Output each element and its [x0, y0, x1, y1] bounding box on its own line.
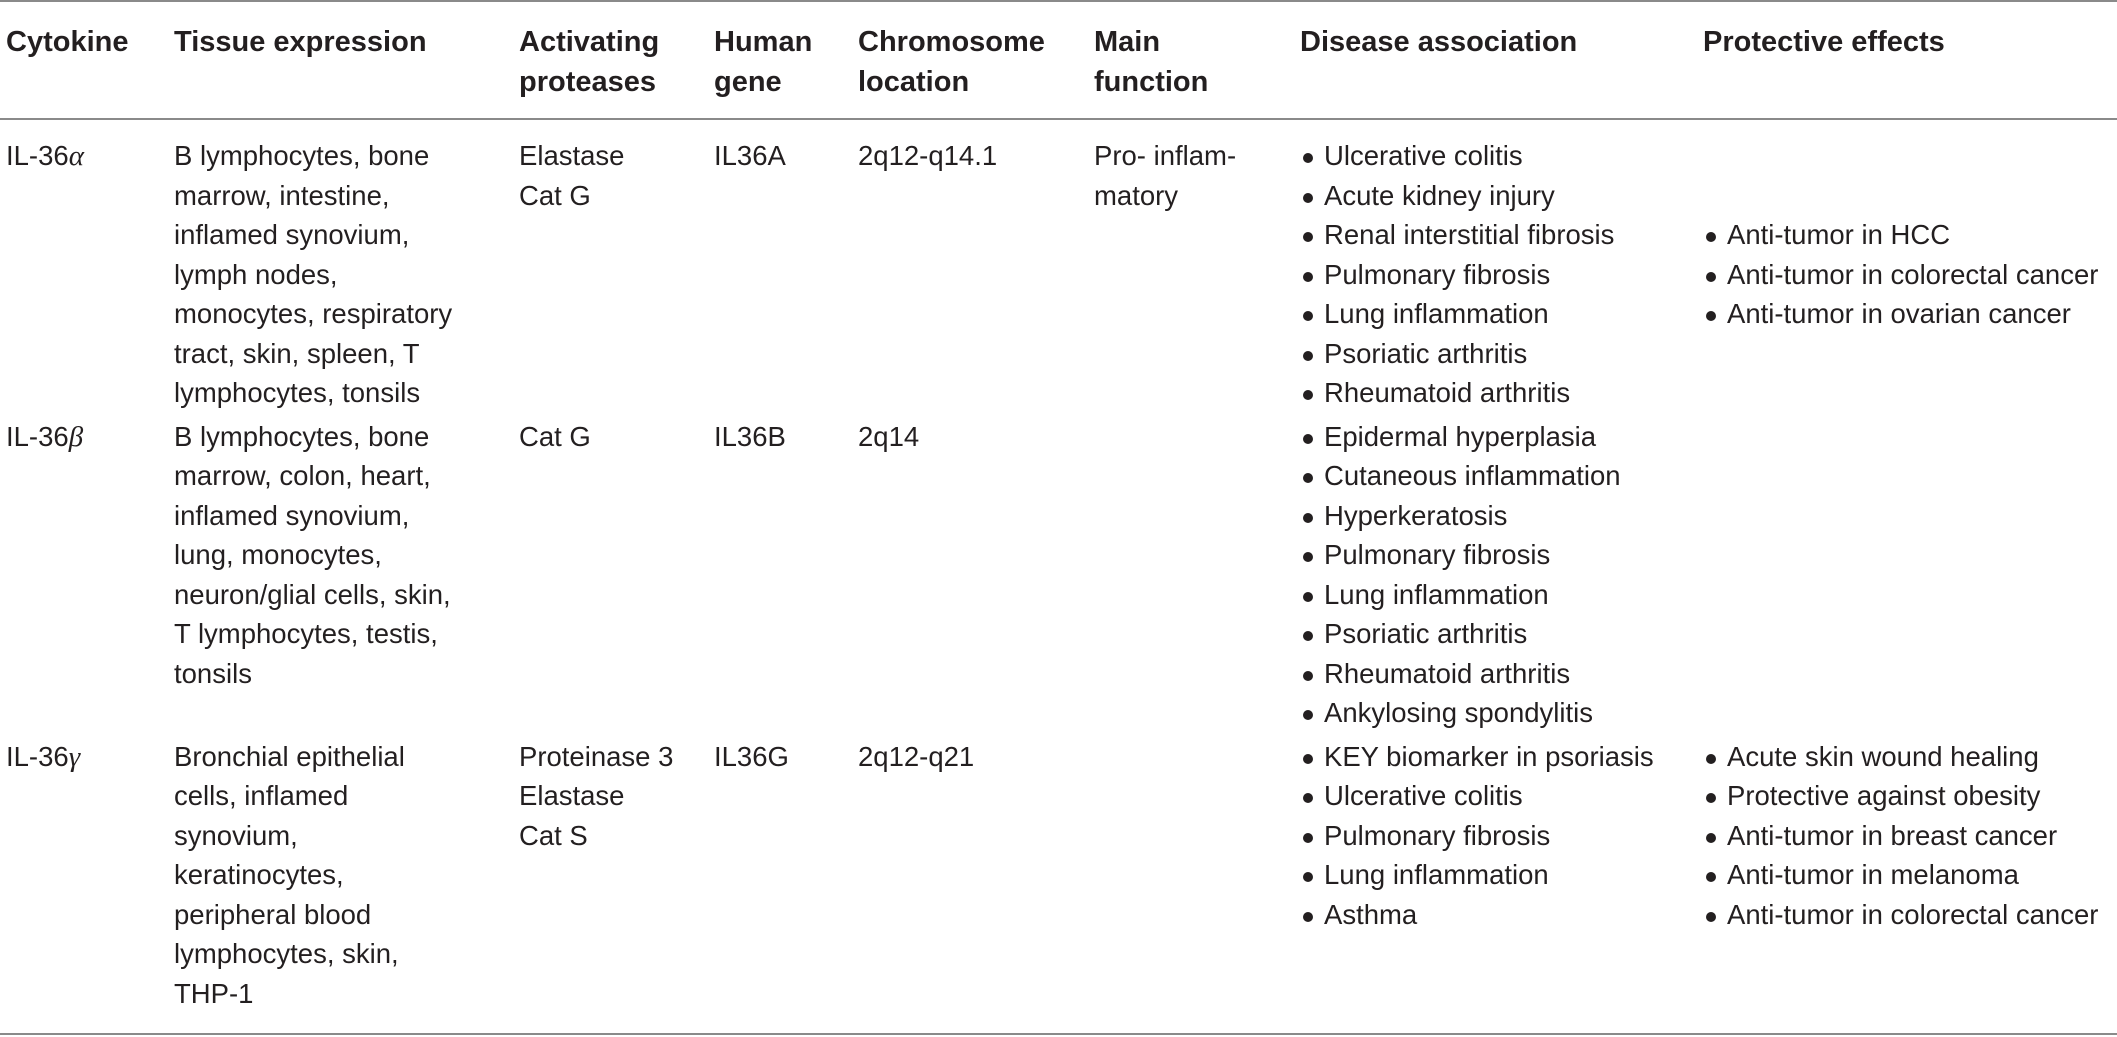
function-line: matory: [1094, 179, 1179, 211]
disease-item: Rheumatoid arthritis: [1300, 373, 1703, 413]
header-line: gene: [714, 66, 782, 98]
gene-name: IL36B: [714, 420, 786, 452]
cell-main-function: [1094, 415, 1300, 735]
protective-item: Anti-tumor in HCC: [1703, 215, 2117, 255]
header-line: Cytokine: [6, 26, 129, 58]
protease-item: Cat S: [519, 819, 588, 851]
header-line: Chromosome: [858, 26, 1045, 58]
header-main-function: [1094, 1, 1300, 119]
protective-item: Anti-tumor in breast cancer: [1703, 816, 2117, 856]
table-row-il36-beta: [0, 415, 2117, 735]
cell-tissue-expression: [174, 119, 519, 415]
tissue-line: neuron/glial cells, skin,: [174, 578, 451, 610]
disease-list: [1300, 136, 1703, 413]
tissue-line: lymphocytes, skin,: [174, 938, 399, 969]
cytokine-name: IL-36: [6, 140, 69, 171]
tissue-line: peripheral blood: [174, 898, 372, 930]
header-line: Main: [1094, 26, 1161, 58]
cell-disease-association: [1300, 119, 1703, 415]
gene-name: IL36A: [714, 140, 786, 171]
cell-cytokine: [0, 119, 174, 415]
cell-disease-association: [1300, 415, 1703, 735]
header-line: Tissue expression: [174, 26, 427, 58]
disease-item: Pulmonary fibrosis: [1300, 255, 1703, 295]
header-row: [0, 1, 2117, 119]
tissue-line: inflamed synovium,: [174, 499, 410, 531]
header-chromosome-location: [858, 1, 1094, 119]
protease-item: Cat G: [519, 420, 591, 452]
protective-item: Acute skin wound healing: [1703, 737, 2117, 777]
disease-item: Epidermal hyperplasia: [1300, 417, 1703, 457]
function-line: Pro- inflam-: [1094, 140, 1237, 171]
disease-item: Psoriatic arthritis: [1300, 614, 1703, 654]
header-activating-proteases: [519, 1, 714, 119]
protective-list: [1703, 737, 2117, 935]
disease-item: Acute kidney injury: [1300, 176, 1703, 216]
disease-item: Ulcerative colitis: [1300, 136, 1703, 176]
cytokine-name: IL-36: [6, 420, 69, 452]
tissue-line: monocytes, respiratory: [174, 298, 453, 329]
tissue-line: marrow, colon, heart,: [174, 460, 431, 491]
tissue-line: marrow, intestine,: [174, 179, 390, 211]
tissue-line: tract, skin, spleen, T: [174, 337, 420, 369]
cell-tissue-expression: [174, 735, 519, 1035]
disease-item: Hyperkeratosis: [1300, 496, 1703, 536]
cell-disease-association: [1300, 735, 1703, 1035]
header-line: location: [858, 66, 970, 98]
cell-chromosome-location: [858, 415, 1094, 735]
cell-main-function: [1094, 735, 1300, 1035]
tissue-line: B lymphocytes, bone: [174, 420, 430, 452]
protective-item: Anti-tumor in colorectal cancer: [1703, 895, 2117, 935]
disease-list: [1300, 417, 1703, 733]
tissue-line: B lymphocytes, bone: [174, 140, 430, 171]
header-tissue-expression: [174, 1, 519, 119]
disease-item: Asthma: [1300, 895, 1703, 935]
header-line: Disease association: [1300, 26, 1578, 58]
protective-item: Anti-tumor in melanoma: [1703, 855, 2117, 895]
protective-item: Anti-tumor in ovarian cancer: [1703, 294, 2117, 334]
cell-protective-effects: [1703, 735, 2117, 1035]
table-header: [0, 1, 2117, 119]
cell-human-gene: [714, 735, 858, 1035]
header-protective-effects: [1703, 1, 2117, 119]
cytokine-greek-letter: α: [68, 140, 84, 172]
protease-item: Cat G: [519, 179, 591, 211]
header-line: proteases: [519, 66, 657, 98]
tissue-line: lung, monocytes,: [174, 539, 382, 570]
cell-human-gene: [714, 415, 858, 735]
disease-item: Pulmonary fibrosis: [1300, 816, 1703, 856]
header-line: Human: [714, 26, 813, 58]
protective-list: [1703, 215, 2117, 334]
cell-chromosome-location: [858, 119, 1094, 415]
protective-item: Protective against obesity: [1703, 776, 2117, 816]
cell-activating-proteases: [519, 119, 714, 415]
tissue-line: inflamed synovium,: [174, 219, 410, 250]
tissue-line: lymphocytes, tonsils: [174, 377, 421, 408]
disease-item: Cutaneous inflammation: [1300, 456, 1703, 496]
protease-item: Proteinase 3: [519, 740, 674, 772]
disease-item: Rheumatoid arthritis: [1300, 654, 1703, 694]
disease-item: Renal interstitial fibrosis: [1300, 215, 1703, 255]
tissue-line: lymph nodes,: [174, 258, 338, 290]
cytokine-greek-letter: β: [68, 420, 84, 453]
cell-protective-effects: [1703, 415, 2117, 735]
tissue-line: synovium,: [174, 819, 298, 851]
cell-activating-proteases: [519, 415, 714, 735]
header-line: Protective effects: [1703, 26, 1945, 58]
header-line: Activating: [519, 26, 660, 58]
disease-item: Psoriatic arthritis: [1300, 334, 1703, 374]
cell-chromosome-location: [858, 735, 1094, 1035]
header-human-gene: [714, 1, 858, 119]
table-body: [0, 119, 2117, 1034]
gene-name: IL36G: [714, 740, 789, 772]
protease-item: Elastase: [519, 140, 625, 171]
cell-human-gene: [714, 119, 858, 415]
protective-spacer: [1703, 136, 2117, 215]
cell-protective-effects: [1703, 119, 2117, 415]
cell-cytokine: [0, 735, 174, 1035]
cytokine-greek-letter: γ: [68, 740, 81, 773]
chromosome-location: 2q12-q14.1: [858, 140, 998, 171]
protease-item: Elastase: [519, 780, 625, 811]
cell-cytokine: [0, 415, 174, 735]
disease-list: [1300, 737, 1703, 935]
header-disease-association: [1300, 1, 1703, 119]
tissue-line: tonsils: [174, 657, 252, 689]
cytokine-name: IL-36: [6, 740, 69, 772]
disease-item: Ulcerative colitis: [1300, 776, 1703, 816]
header-cytokine: [0, 1, 174, 119]
header-line: function: [1094, 66, 1209, 98]
chromosome-location: 2q14: [858, 420, 920, 452]
protective-item: Anti-tumor in colorectal cancer: [1703, 255, 2117, 295]
disease-item: Pulmonary fibrosis: [1300, 535, 1703, 575]
tissue-line: T lymphocytes, testis,: [174, 618, 438, 649]
tissue-line: Bronchial epithelial: [174, 740, 405, 772]
cell-activating-proteases: [519, 735, 714, 1035]
tissue-line: THP-1: [174, 977, 254, 1009]
disease-item: Lung inflammation: [1300, 575, 1703, 615]
tissue-line: cells, inflamed: [174, 780, 349, 811]
disease-item: KEY biomarker in psoriasis: [1300, 737, 1703, 777]
cell-main-function: [1094, 119, 1300, 415]
table-row-il36-alpha: [0, 119, 2117, 415]
cell-tissue-expression: [174, 415, 519, 735]
tissue-line: keratinocytes,: [174, 859, 344, 890]
disease-item: Ankylosing spondylitis: [1300, 693, 1703, 733]
chromosome-location: 2q12-q21: [858, 740, 975, 772]
disease-item: Lung inflammation: [1300, 855, 1703, 895]
disease-item: Lung inflammation: [1300, 294, 1703, 334]
table-row-il36-gamma: [0, 735, 2117, 1035]
